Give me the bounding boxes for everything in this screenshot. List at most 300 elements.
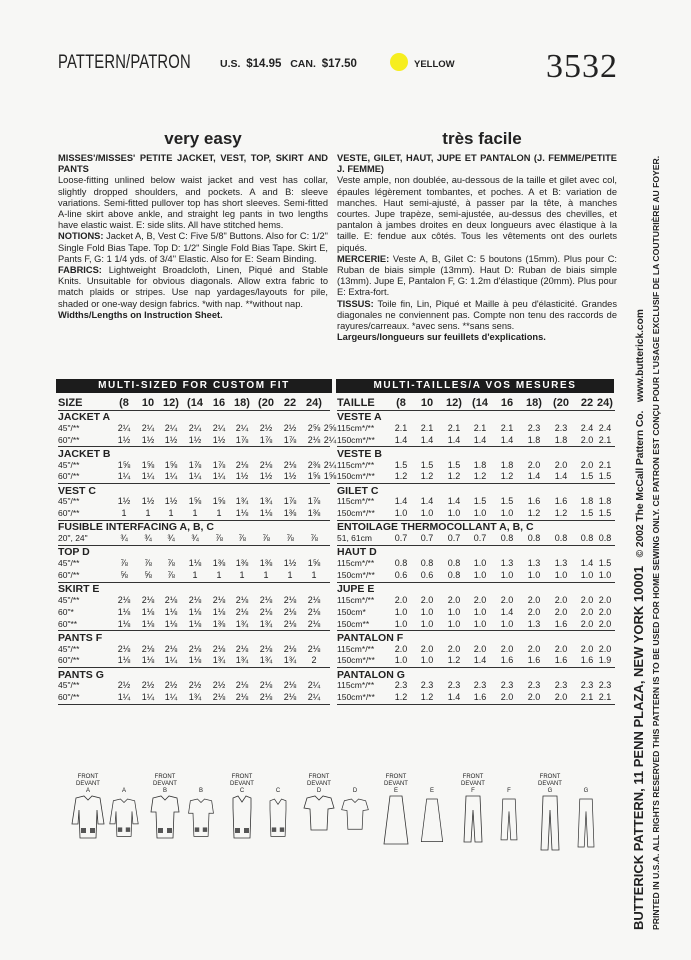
yardage-cell: 1.0 [447, 508, 461, 519]
yardage-cell: 2¼ [323, 459, 337, 470]
yardage-cell: 1¼ [141, 471, 155, 482]
devant-label: DEVANT [76, 781, 100, 787]
yardage-cell: 1⅞ [188, 459, 202, 470]
yardage-cell: 2⅛ [259, 692, 273, 703]
yardage-row [337, 558, 615, 570]
yardage-cell: 2⅝ [323, 422, 337, 433]
yardage-cell: 1.5 [500, 496, 514, 507]
yardage-cell: 2¼ [141, 422, 155, 433]
garment-name: PANTALON F [337, 631, 404, 644]
yardage-cell: 2.0 [598, 618, 612, 629]
yardage-cell: 1¼ [117, 692, 131, 703]
yardage-cell: 1.0 [473, 570, 487, 580]
fabric-width: 150cm*/** [337, 471, 375, 482]
yardage-cell: 2.0 [500, 595, 514, 605]
yardage-cell: 2.0 [473, 595, 487, 605]
size-header-cell: 22 [283, 397, 297, 409]
yardage-cell: 0.7 [394, 533, 408, 544]
yardage-cell: 1 [311, 570, 317, 580]
yardage-cell: 1½ [188, 434, 202, 445]
fabric-width: 150cm*/** [337, 508, 375, 519]
yardage-cell: 2⅛ [307, 618, 321, 629]
yardage-cell: 1¾ [259, 655, 273, 666]
devant-label: DEVANT [153, 781, 177, 787]
yardage-cell: 2.0 [580, 595, 594, 605]
fabric-width: 60"/** [58, 434, 80, 445]
section-heading [337, 521, 615, 533]
yardage-cell: 1⅞ [283, 434, 297, 445]
yardage-cell: 1.0 [580, 570, 594, 580]
fabric-width: 115cm*/** [337, 680, 375, 691]
yardage-cell: ¾ [144, 533, 152, 544]
yardage-cell: 2.0 [447, 595, 461, 605]
yardage-row [58, 595, 330, 607]
fabric-width: 150cm*/** [337, 434, 375, 445]
yardage-cell: 1¾ [259, 618, 273, 629]
yardage-cell: 1.6 [527, 496, 541, 507]
garment-name: JACKET B [58, 447, 111, 460]
yardage-cell: 2½ [164, 680, 178, 691]
yardage-cell: 1.0 [500, 618, 514, 629]
yardage-cell: 2.0 [394, 643, 408, 654]
yardage-cell: 1.2 [420, 471, 434, 482]
yardage-cell: 2.0 [420, 595, 434, 605]
section-heading [337, 583, 615, 595]
yardage-cell: ⅞ [286, 533, 294, 544]
section-heading [58, 448, 330, 460]
yardage-cell: 2.0 [527, 643, 541, 654]
yardage-cell: 2.0 [580, 618, 594, 629]
yardage-row [58, 644, 330, 656]
yardage-cell: 1.4 [394, 496, 408, 507]
yardage-cell: 2.3 [580, 680, 594, 691]
yardage-cell: 1¼ [212, 471, 226, 482]
garment-name: VESTE B [337, 447, 382, 460]
yardage-cell: 1¼ [164, 471, 178, 482]
yardage-cell: 1.5 [598, 558, 612, 569]
yardage-cell: 2.3 [527, 422, 541, 433]
garment-name: PANTALON G [337, 668, 405, 681]
fabric-width: 60"* [58, 606, 74, 617]
yardage-cell: 1.2 [447, 655, 461, 666]
website: www.butterick.com [635, 309, 646, 403]
yardage-cell: 1.4 [500, 606, 514, 617]
yardage-row [58, 496, 330, 508]
yardage-cell: 1⅜ [259, 558, 273, 569]
yardage-cell: 1⅞ [307, 496, 321, 507]
yardage-cell: 2.4 [598, 422, 612, 433]
yardage-row [337, 533, 615, 545]
multi-size-bar-en: MULTI-SIZED FOR CUSTOM FIT [56, 379, 332, 393]
fabric-width: 60"/** [58, 570, 80, 580]
yardage-cell: 1 [192, 570, 198, 580]
fabric-width: 115cm*/** [337, 496, 375, 507]
multi-size-bar-fr: MULTI-TAILLES/A VOS MESURES [336, 379, 614, 393]
yardage-cell: 1.4 [394, 434, 408, 445]
section-heading [58, 546, 330, 558]
yardage-row [58, 508, 330, 520]
yardage-cell: 2⅛ [141, 643, 155, 654]
fabric-width: 45"/** [58, 558, 80, 569]
front-label: FRONT [385, 774, 407, 780]
yardage-cell: 1⅛ [164, 618, 178, 629]
yardage-cell: 1⅜ [212, 558, 226, 569]
yardage-cell: 1.8 [598, 496, 612, 507]
yardage-cell: 1.6 [500, 655, 514, 666]
yardage-cell: 2⅛ [307, 643, 321, 654]
yardage-cell: ⅞ [167, 558, 175, 569]
size-header-cell: 16 [212, 397, 226, 409]
yardage-cell: 1¾ [235, 496, 249, 507]
can-price: $17.50 [321, 58, 357, 70]
yardage-cell: 1 [216, 570, 222, 580]
yardage-cell: 1.3 [554, 558, 568, 569]
fabric-width: 45"/** [58, 643, 80, 654]
yardage-cell: 2.0 [598, 643, 612, 654]
devant-label: DEVANT [307, 781, 331, 787]
yardage-cell: 1.4 [527, 471, 541, 482]
can-label: CAN. [290, 58, 316, 70]
yardage-cell: 0.8 [580, 533, 594, 544]
fabric-width: 60"/** [58, 655, 80, 666]
yardage-cell: 1⅜ [307, 508, 321, 519]
yardage-row [58, 655, 330, 667]
size-header-cell: (14 [187, 397, 203, 409]
yardage-cell: 2.1 [394, 422, 408, 433]
yardage-row [58, 533, 330, 545]
yardage-cell: 0.6 [394, 570, 408, 580]
size-header-row [337, 397, 615, 409]
yardage-cell: 1¼ [117, 471, 131, 482]
size-header-cell: 18) [234, 397, 250, 409]
yardage-cell: ¾ [191, 533, 199, 544]
garment-name: SKIRT E [58, 583, 100, 596]
yardage-cell: 1.8 [527, 434, 541, 445]
fabrics-fr: Toile fin, Lin, Piqué et Maille à peu d'élasticité. Grandes diagonales ne conviennent pas. Compte non tenu des raccords de rayures/carreaux. *avec sens. **sans sens. [337, 298, 617, 332]
yardage-cell: 2½ [259, 422, 273, 433]
yardage-cell: 2.3 [420, 680, 434, 691]
size-header-row [58, 397, 330, 409]
garment-name: HAUT D [337, 546, 377, 559]
front-label: FRONT [462, 774, 484, 780]
yardage-cell: 1.0 [473, 508, 487, 519]
yardage-cell: 1.8 [554, 434, 568, 445]
yardage-row [58, 558, 330, 570]
fabrics-label-en: FABRICS: [58, 265, 102, 276]
yardage-cell: 1⅝ [117, 459, 131, 470]
yardage-cell: 2.0 [527, 606, 541, 617]
size-header-cell: (14 [472, 397, 488, 409]
section-heading [58, 411, 330, 423]
fabric-width: 150cm*/** [337, 655, 375, 666]
section-heading [337, 546, 615, 558]
yardage-cell: 2.1 [420, 422, 434, 433]
yardage-cell: 2.0 [473, 643, 487, 654]
yardage-cell: 2.0 [580, 643, 594, 654]
yardage-cell: 0.8 [420, 558, 434, 569]
view-letter: G [547, 788, 553, 794]
garment-name: VEST C [58, 484, 96, 497]
yardage-cell: 2.3 [500, 680, 514, 691]
garment-name: GILET C [337, 484, 379, 497]
yardage-cell: 1.0 [473, 606, 487, 617]
view-letter: E [429, 788, 434, 794]
yardage-row [337, 607, 615, 619]
yardage-cell: 1¾ [259, 496, 273, 507]
yardage-cell: 0.8 [500, 533, 514, 544]
front-label: FRONT [308, 774, 330, 780]
color-name: YELLOW [414, 59, 455, 70]
yardage-cell: ⅞ [310, 533, 318, 544]
yardage-row [337, 435, 615, 447]
yardage-cell: 1.4 [473, 434, 487, 445]
yardage-cell: 1.0 [420, 606, 434, 617]
yardage-cell: 1⅛ [117, 606, 131, 617]
yardage-cell: 0.8 [598, 533, 612, 544]
fabrics-label-fr: TISSUS: [337, 298, 374, 309]
fabric-width: 45"/** [58, 459, 80, 470]
notions-fr: Veste A, B, Gilet C: 5 boutons (15mm). Plus pour C: Ruban de biais simple (13mm). Haut D: Ruban de biais simple (13mm). Jupe E, Pantalon F, G: 1.2m d'élastique (20mm). Plus pour E: Extra-fort. [337, 253, 618, 298]
yardage-cell: 2½ [283, 422, 297, 433]
yardage-cell: 1⅞ [259, 434, 273, 445]
yardage-cell: 1⅛ [212, 606, 226, 617]
view-letter: F [507, 788, 511, 794]
yardage-cell: 1¼ [188, 471, 202, 482]
section-heading [337, 448, 615, 460]
yardage-cell: 2⅛ [307, 606, 321, 617]
yardage-cell: 0.6 [420, 570, 434, 580]
yardage-cell: 1¾ [283, 655, 297, 666]
yardage-cell: 2.3 [447, 680, 461, 691]
yardage-cell: 1.0 [394, 508, 408, 519]
yardage-cell: 1.0 [420, 655, 434, 666]
garment-view-back [556, 774, 616, 852]
front-label: FRONT [539, 774, 561, 780]
yardage-cell: 1.0 [420, 508, 434, 519]
yardage-cell: 1.4 [420, 496, 434, 507]
us-label: U.S. [220, 58, 241, 70]
pattern-header [58, 48, 658, 88]
yardage-cell: 1.8 [580, 496, 594, 507]
yardage-cell: 2⅛ [212, 643, 226, 654]
garment-name: ENTOILAGE THERMOCOLLANT A, B, C [337, 521, 534, 534]
fabric-width: 45"/** [58, 422, 80, 433]
fabric-width: 115cm*/** [337, 595, 375, 605]
garment-back-icon [570, 794, 602, 852]
yardage-cell: 1⅛ [188, 606, 202, 617]
yardage-cell: 2⅛ [259, 643, 273, 654]
pattern-number: 3532 [546, 48, 618, 85]
front-label: FRONT [77, 774, 99, 780]
fabric-width: 150cm** [337, 618, 370, 629]
yardage-cell: 2.1 [598, 459, 612, 470]
view-letter: G [583, 788, 589, 794]
yardage-cell: 1.6 [527, 655, 541, 666]
yardage-cell: ⅞ [262, 533, 270, 544]
yardage-cell: 1½ [212, 434, 226, 445]
yardage-cell: 1¾ [235, 618, 249, 629]
yardage-cell: 1.0 [420, 618, 434, 629]
notions-en: Jacket A, B, Vest C: Five 5/8" Buttons. Also for C: 1/2" Single Fold Bias Tape. Top D: 1/2" Single Fold Bias Tape. Skirt E, Pants F, G: 1 1/4 yds. of 3/4" Elastic. Also for E: Seam Binding. [58, 231, 328, 264]
yardage-cell: 2⅛ [188, 643, 202, 654]
yardage-cell: 1.5 [447, 459, 461, 470]
section-heading [58, 583, 330, 595]
side-legal-text [631, 140, 646, 930]
yardage-cell: 1.0 [447, 618, 461, 629]
yardage-cell: 1.4 [447, 434, 461, 445]
company-line: BUTTERICK PATTERN, 11 PENN PLAZA, NEW YORK 10001 [631, 565, 646, 930]
yardage-cell: 2.3 [527, 680, 541, 691]
yardage-cell: 2⅝ [307, 422, 321, 433]
yardage-cell: 2.0 [447, 643, 461, 654]
garment-name: VESTE A [337, 411, 382, 423]
fabric-width: 115cm*/** [337, 459, 375, 470]
yardage-row [58, 422, 337, 435]
yardage-cell: 2¼ [188, 422, 202, 433]
yardage-cell: 1⅛ [164, 606, 178, 617]
garment-views [58, 774, 618, 844]
yardage-cell: 1.5 [420, 459, 434, 470]
yardage-cell: 1.2 [394, 692, 408, 703]
yardage-row [337, 692, 615, 704]
yardage-cell: 2½ [117, 680, 131, 691]
copyright-line: © 2002 The McCall Pattern Co. [635, 410, 646, 558]
yardage-cell: 2.0 [554, 606, 568, 617]
size-header-cell: 16 [500, 397, 514, 409]
size-header-cell: 12) [163, 397, 179, 409]
yardage-cell: 1.2 [420, 692, 434, 703]
yardage-cell: 1½ [141, 434, 155, 445]
yardage-row [58, 471, 337, 483]
widths-note-fr: Largeurs/longueurs sur feuillets d'explications. [337, 332, 546, 343]
yardage-cell: 1.6 [554, 655, 568, 666]
yardage-cell: 1⅛ [188, 618, 202, 629]
size-header-cell: (8 [396, 397, 406, 409]
yardage-cell: 1½ [141, 496, 155, 507]
yardage-cell: 1½ [117, 434, 131, 445]
yardage-cell: 1.0 [500, 570, 514, 580]
yardage-cell: 2¼ [164, 422, 178, 433]
yardage-cell: 1⅞ [212, 459, 226, 470]
yardage-cell: 2 [311, 655, 317, 666]
yardage-cell: 1½ [235, 471, 249, 482]
yardage-row [58, 607, 330, 619]
yardage-cell: 1⅛ [259, 508, 273, 519]
yardage-cell: 2.0 [500, 692, 514, 703]
section-heading [337, 632, 615, 644]
front-label: FRONT [231, 774, 253, 780]
yardage-cell: 2½ [141, 680, 155, 691]
size-header-cell: 18) [526, 397, 542, 409]
fabric-width: 20", 24" [58, 533, 88, 544]
garment-name: JUPE E [337, 583, 375, 596]
yardage-cell: 1⅛ [117, 655, 131, 666]
yardage-cell: 2.1 [473, 422, 487, 433]
fabric-width: 60"** [58, 618, 78, 629]
yardage-cell: 1 [192, 508, 198, 519]
yardage-cell: 1.8 [500, 459, 514, 470]
yardage-cell: 1¼ [164, 692, 178, 703]
yardage-cell: 1¾ [188, 692, 202, 703]
yardage-cell: 1.2 [394, 471, 408, 482]
yardage-cell: 2⅛ [235, 692, 249, 703]
yardage-cell: 1⅝ [323, 471, 337, 482]
description-en: Loose-fitting unlined below waist jacket and vest has collar, slightly dropped shoulders, and pockets. A and B: sleeve variations. Semi-fitted pullover top has short sleeves. Semi-fitted A-line skirt above ankle, and straight leg pants in two lengths have elastic waist. E: side slits. All have stitched hems. [58, 175, 328, 231]
fabric-width: 115cm*/** [337, 643, 375, 654]
yardage-cell: 1½ [164, 434, 178, 445]
yardage-row [337, 423, 615, 435]
yardage-cell: 1.4 [500, 434, 514, 445]
yardage-cell: 2⅛ [283, 618, 297, 629]
yardage-cell: 2.0 [598, 595, 612, 605]
yardage-cell: 0.8 [447, 570, 461, 580]
fabric-width: 45"/** [58, 680, 80, 691]
yardage-cell: 1⅛ [141, 618, 155, 629]
notions-label-fr: MERCERIE: [337, 253, 390, 264]
section-heading [337, 669, 615, 681]
yardage-cell: 2.0 [527, 459, 541, 470]
yardage-cell: 2¼ [307, 692, 321, 703]
price-line [220, 58, 357, 70]
view-letter: A [121, 788, 126, 794]
yardage-cell: ⅞ [215, 533, 223, 544]
section-heading [337, 411, 615, 423]
size-label: TAILLE [337, 397, 375, 409]
yardage-cell: 1 [287, 570, 293, 580]
yardage-cell: 2¼ [235, 422, 249, 433]
yardage-cell: 0.8 [527, 533, 541, 544]
yardage-cell: 2.0 [500, 643, 514, 654]
fabrics-en: Lightweight Broadcloth, Linen, Piqué and Stable Knits. Unsuitable for obvious diagonals. Allow extra fabric to match plaids or stripes. Use nap yardages/layouts for pile, shaded or one-way design fabrics. *with nap. **without nap. [58, 265, 328, 309]
yardage-cell: 2¼ [323, 434, 337, 445]
us-price: $14.95 [246, 58, 282, 70]
yardage-cell: 1⅛ [117, 618, 131, 629]
yardage-cell: 1⅛ [188, 655, 202, 666]
yardage-cell: 1.2 [447, 471, 461, 482]
yardage-cell: 1½ [117, 496, 131, 507]
yardage-cell: 1⅜ [283, 508, 297, 519]
size-header-cell: 12) [446, 397, 462, 409]
garment-name: FUSIBLE INTERFACING A, B, C [58, 521, 214, 534]
size-header-cell: 10 [420, 397, 434, 409]
yardage-cell: 1.2 [500, 471, 514, 482]
yardage-cell: 1 [263, 570, 269, 580]
yardage-cell: 1.0 [447, 606, 461, 617]
yardage-cell: 2.0 [580, 459, 594, 470]
yardage-cell: 1.6 [473, 692, 487, 703]
yardage-cell: 2⅛ [307, 595, 321, 605]
size-header-cell: 10 [141, 397, 155, 409]
yardage-cell: 1.0 [554, 570, 568, 580]
yardage-cell: 1.8 [473, 459, 487, 470]
yardage-cell: 1.0 [500, 508, 514, 519]
yardage-cell: 2.3 [554, 680, 568, 691]
yardage-cell: 1⅜ [212, 618, 226, 629]
ease-heading-en: very easy [164, 129, 242, 148]
fabric-width: 60"/** [58, 508, 80, 519]
view-letter: E [393, 788, 398, 794]
english-column [58, 128, 328, 321]
yardage-cell: 2⅛ [164, 643, 178, 654]
yardage-cell: 1.0 [394, 606, 408, 617]
yardage-cell: 1.5 [394, 459, 408, 470]
yardage-cell: 1.3 [527, 618, 541, 629]
yardage-cell: 2⅛ [259, 595, 273, 605]
yardage-cell: 1.4 [447, 692, 461, 703]
view-letter: F [471, 788, 475, 794]
yardage-cell: 2.0 [527, 692, 541, 703]
yardage-cell: 1.3 [500, 558, 514, 569]
